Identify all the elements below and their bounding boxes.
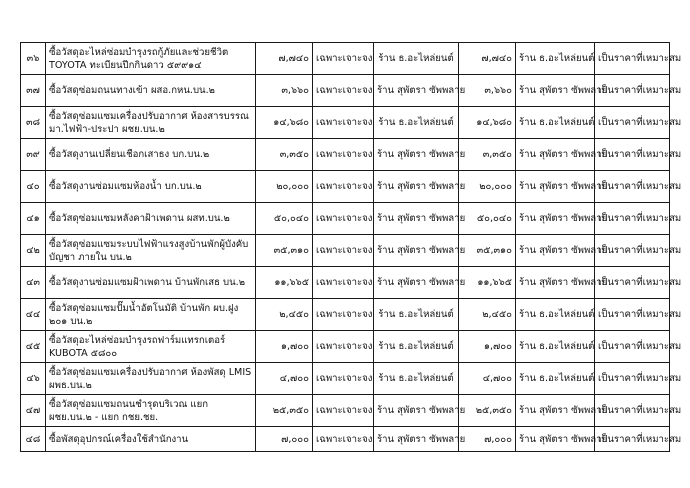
offer-price: ๑๑,๖๖๕ (459, 267, 516, 299)
table-row (21, 363, 670, 395)
procurement-method: เฉพาะเจาะจง (313, 139, 374, 171)
offer-vendor: ร้าน ธ.อะไหล่ยนต์ (374, 363, 459, 395)
budget-amount: ๓๕,๓๑๐ (256, 235, 313, 267)
procurement-method: เฉพาะเจาะจง (313, 299, 374, 331)
table-row (21, 427, 670, 452)
row-number: ๓๖ (21, 43, 46, 75)
item-description: ซื้อวัสดุซ่อมแซมเครื่องปรับอากาศ ห้องสารบรรณ มา.ไฟฟ้า-ประปา ผชย.บน.๒ (46, 107, 256, 139)
offer-vendor: ร้าน สุพัตรา ซัพพลาย (374, 203, 459, 235)
selection-reason: เป็นราคาที่เหมาะสม (595, 395, 670, 427)
selected-vendor: ร้าน สุพัตรา ซัพพลาย (516, 203, 595, 235)
row-number: ๔๕ (21, 331, 46, 363)
offer-vendor: ร้าน ธ.อะไหล่ยนต์ (374, 107, 459, 139)
offer-vendor: ร้าน สุพัตรา ซัพพลาย (374, 395, 459, 427)
offer-vendor: ร้าน สุพัตรา ซัพพลาย (374, 139, 459, 171)
row-number: ๓๘ (21, 107, 46, 139)
offer-price: ๗,๐๐๐ (459, 427, 516, 452)
table-row (21, 139, 670, 171)
offer-vendor: ร้าน สุพัตรา ซัพพลาย (374, 427, 459, 452)
offer-vendor: ร้าน สุพัตรา ซัพพลาย (374, 267, 459, 299)
procurement-method: เฉพาะเจาะจง (313, 395, 374, 427)
procurement-method: เฉพาะเจาะจง (313, 363, 374, 395)
offer-price: ๒๕,๓๕๐ (459, 395, 516, 427)
selected-vendor: ร้าน ธ.อะไหล่ยนต์ (516, 299, 595, 331)
offer-price: ๕๐,๐๔๐ (459, 203, 516, 235)
offer-vendor: ร้าน ธ.อะไหล่ยนต์ (374, 299, 459, 331)
selected-vendor: ร้าน ธ.อะไหล่ยนต์ (516, 43, 595, 75)
table-body (21, 43, 682, 452)
row-number: ๔๘ (21, 427, 46, 452)
procurement-method: เฉพาะเจาะจง (313, 203, 374, 235)
offer-price: ๓,๓๕๐ (459, 139, 516, 171)
selected-vendor: ร้าน ธ.อะไหล่ยนต์ (516, 331, 595, 363)
table-row (21, 43, 670, 75)
selection-reason: เป็นราคาที่เหมาะสม (595, 171, 670, 203)
selection-reason: เป็นราคาที่เหมาะสม (595, 43, 670, 75)
offer-vendor: ร้าน ธ.อะไหล่ยนต์ (374, 331, 459, 363)
budget-amount: ๑๔,๖๘๐ (256, 107, 313, 139)
table-row (21, 171, 670, 203)
row-number: ๔๑ (21, 203, 46, 235)
row-number: ๓๙ (21, 139, 46, 171)
offer-vendor: ร้าน สุพัตรา ซัพพลาย (374, 75, 459, 107)
selected-vendor: ร้าน ธ.อะไหล่ยนต์ (516, 363, 595, 395)
budget-amount: ๗,๐๐๐ (256, 427, 313, 452)
item-description: ซื้อพัสดุอุปกรณ์เครื่องใช้สำนักงาน (46, 427, 256, 452)
row-number: ๔๔ (21, 299, 46, 331)
procurement-method: เฉพาะเจาะจง (313, 171, 374, 203)
table-row (21, 395, 670, 427)
selected-vendor: ร้าน ธ.อะไหล่ยนต์ (516, 107, 595, 139)
selected-vendor: ร้าน สุพัตรา ซัพพลาย (516, 395, 595, 427)
budget-amount: ๒๐,๐๐๐ (256, 171, 313, 203)
selection-reason: เป็นราคาที่เหมาะสม (595, 139, 670, 171)
offer-price: ๒๐,๐๐๐ (459, 171, 516, 203)
offer-vendor: ร้าน สุพัตรา ซัพพลาย (374, 171, 459, 203)
budget-amount: ๕๐,๐๔๐ (256, 203, 313, 235)
procurement-method: เฉพาะเจาะจง (313, 331, 374, 363)
budget-amount: ๓,๖๖๐ (256, 75, 313, 107)
item-description: ซื้อวัสดุซ่อมแซมหลังคาฝ้าเพดาน ผสท.บน.๒ (46, 203, 256, 235)
budget-amount: ๑,๗๐๐ (256, 331, 313, 363)
item-description: ซื้อวัสดุซ่อมแซมเครื่องปรับอากาศ ห้องพัสดุ LMIS ผพธ.บน.๒ (46, 363, 256, 395)
selected-vendor: ร้าน สุพัตรา ซัพพลาย (516, 171, 595, 203)
row-number: ๔๖ (21, 363, 46, 395)
item-description: ซื้อวัสดุงานเปลี่ยนเชือกเสาธง บก.บน.๒ (46, 139, 256, 171)
row-number: ๔๓ (21, 267, 46, 299)
table-row (21, 267, 670, 299)
procurement-method: เฉพาะเจาะจง (313, 267, 374, 299)
selection-reason: เป็นราคาที่เหมาะสม (595, 203, 670, 235)
offer-vendor: ร้าน ธ.อะไหล่ยนต์ (374, 43, 459, 75)
selected-vendor: ร้าน สุพัตรา ซัพพลาย (516, 267, 595, 299)
budget-amount: ๑๑,๖๖๕ (256, 267, 313, 299)
selection-reason: เป็นราคาที่เหมาะสม (595, 363, 670, 395)
offer-price: ๑๔,๖๘๐ (459, 107, 516, 139)
offer-price: ๗,๗๔๐ (459, 43, 516, 75)
budget-amount: ๗,๗๔๐ (256, 43, 313, 75)
table-row (21, 235, 670, 267)
table-row (21, 331, 670, 363)
selection-reason: เป็นราคาที่เหมาะสม (595, 267, 670, 299)
item-description: ซื้อวัสดุซ่อมแซมปั๊มน้ำอัตโนมัติ บ้านพัก ผบ.ฝูง ๒๐๑ บน.๒ (46, 299, 256, 331)
item-description: ซื้อวัสดุซ่อมแซมถนนชำรุดบริเวณ แยก ผชย.บน.๒ - แยก กชย.ชย. (46, 395, 256, 427)
selected-vendor: ร้าน สุพัตรา ซัพพลาย (516, 75, 595, 107)
selection-reason: เป็นราคาที่เหมาะสม (595, 75, 670, 107)
budget-amount: ๒๕,๓๕๐ (256, 395, 313, 427)
offer-price: ๓๕,๓๑๐ (459, 235, 516, 267)
selection-reason: เป็นราคาที่เหมาะสม (595, 299, 670, 331)
table-row (21, 75, 670, 107)
item-description: ซื้อวัสดุซ่อมถนนทางเข้า ผสอ.กหน.บน.๒ (46, 75, 256, 107)
budget-amount: ๓,๓๕๐ (256, 139, 313, 171)
table-row (21, 107, 670, 139)
selection-reason: เป็นราคาที่เหมาะสม (595, 107, 670, 139)
procurement-method: เฉพาะเจาะจง (313, 43, 374, 75)
selected-vendor: ร้าน สุพัตรา ซัพพลาย (516, 139, 595, 171)
selected-vendor: ร้าน สุพัตรา ซัพพลาย (516, 427, 595, 452)
table-row (21, 299, 670, 331)
item-description: ซื้อวัสดุซ่อมแซมระบบไฟฟ้าแรงสูงบ้านพักผู้บังคับบัญชา ภายใน บน.๒ (46, 235, 256, 267)
table-row (21, 203, 670, 235)
budget-amount: ๒,๔๕๐ (256, 299, 313, 331)
procurement-method: เฉพาะเจาะจง (313, 235, 374, 267)
row-number: ๔๐ (21, 171, 46, 203)
budget-amount: ๔,๗๐๐ (256, 363, 313, 395)
item-description: ซื้อวัสดุงานซ่อมแซมฝ้าเพดาน บ้านพักเสธ บน.๒ (46, 267, 256, 299)
selection-reason: เป็นราคาที่เหมาะสม (595, 235, 670, 267)
offer-vendor: ร้าน สุพัตรา ซัพพลาย (374, 235, 459, 267)
procurement-table (20, 42, 682, 452)
offer-price: ๑,๗๐๐ (459, 331, 516, 363)
offer-price: ๒,๔๕๐ (459, 299, 516, 331)
selection-reason: เป็นราคาที่เหมาะสม (595, 331, 670, 363)
selected-vendor: ร้าน สุพัตรา ซัพพลาย (516, 235, 595, 267)
procurement-method: เฉพาะเจาะจง (313, 107, 374, 139)
procurement-method: เฉพาะเจาะจง (313, 75, 374, 107)
procurement-method: เฉพาะเจาะจง (313, 427, 374, 452)
row-number: ๔๒ (21, 235, 46, 267)
row-number: ๔๗ (21, 395, 46, 427)
item-description: ซื้อวัสดุอะไหล่ซ่อมบำรุงรถกู้ภัยและช่วยชีวิต TOYOTA ทะเบียนปีกกินดาว ๕๙๙๑๔ (46, 43, 256, 75)
offer-price: ๓,๖๖๐ (459, 75, 516, 107)
item-description: ซื้อวัสดุงานซ่อมแซมห้องน้ำ บก.บน.๒ (46, 171, 256, 203)
item-description: ซื้อวัสดุอะไหล่ซ่อมบำรุงรถฟาร์มแทรกเตอร์ KUBOTA ๕๘๐๐ (46, 331, 256, 363)
row-number: ๓๗ (21, 75, 46, 107)
selection-reason: เป็นราคาที่เหมาะสม (595, 427, 670, 452)
offer-price: ๔,๗๐๐ (459, 363, 516, 395)
